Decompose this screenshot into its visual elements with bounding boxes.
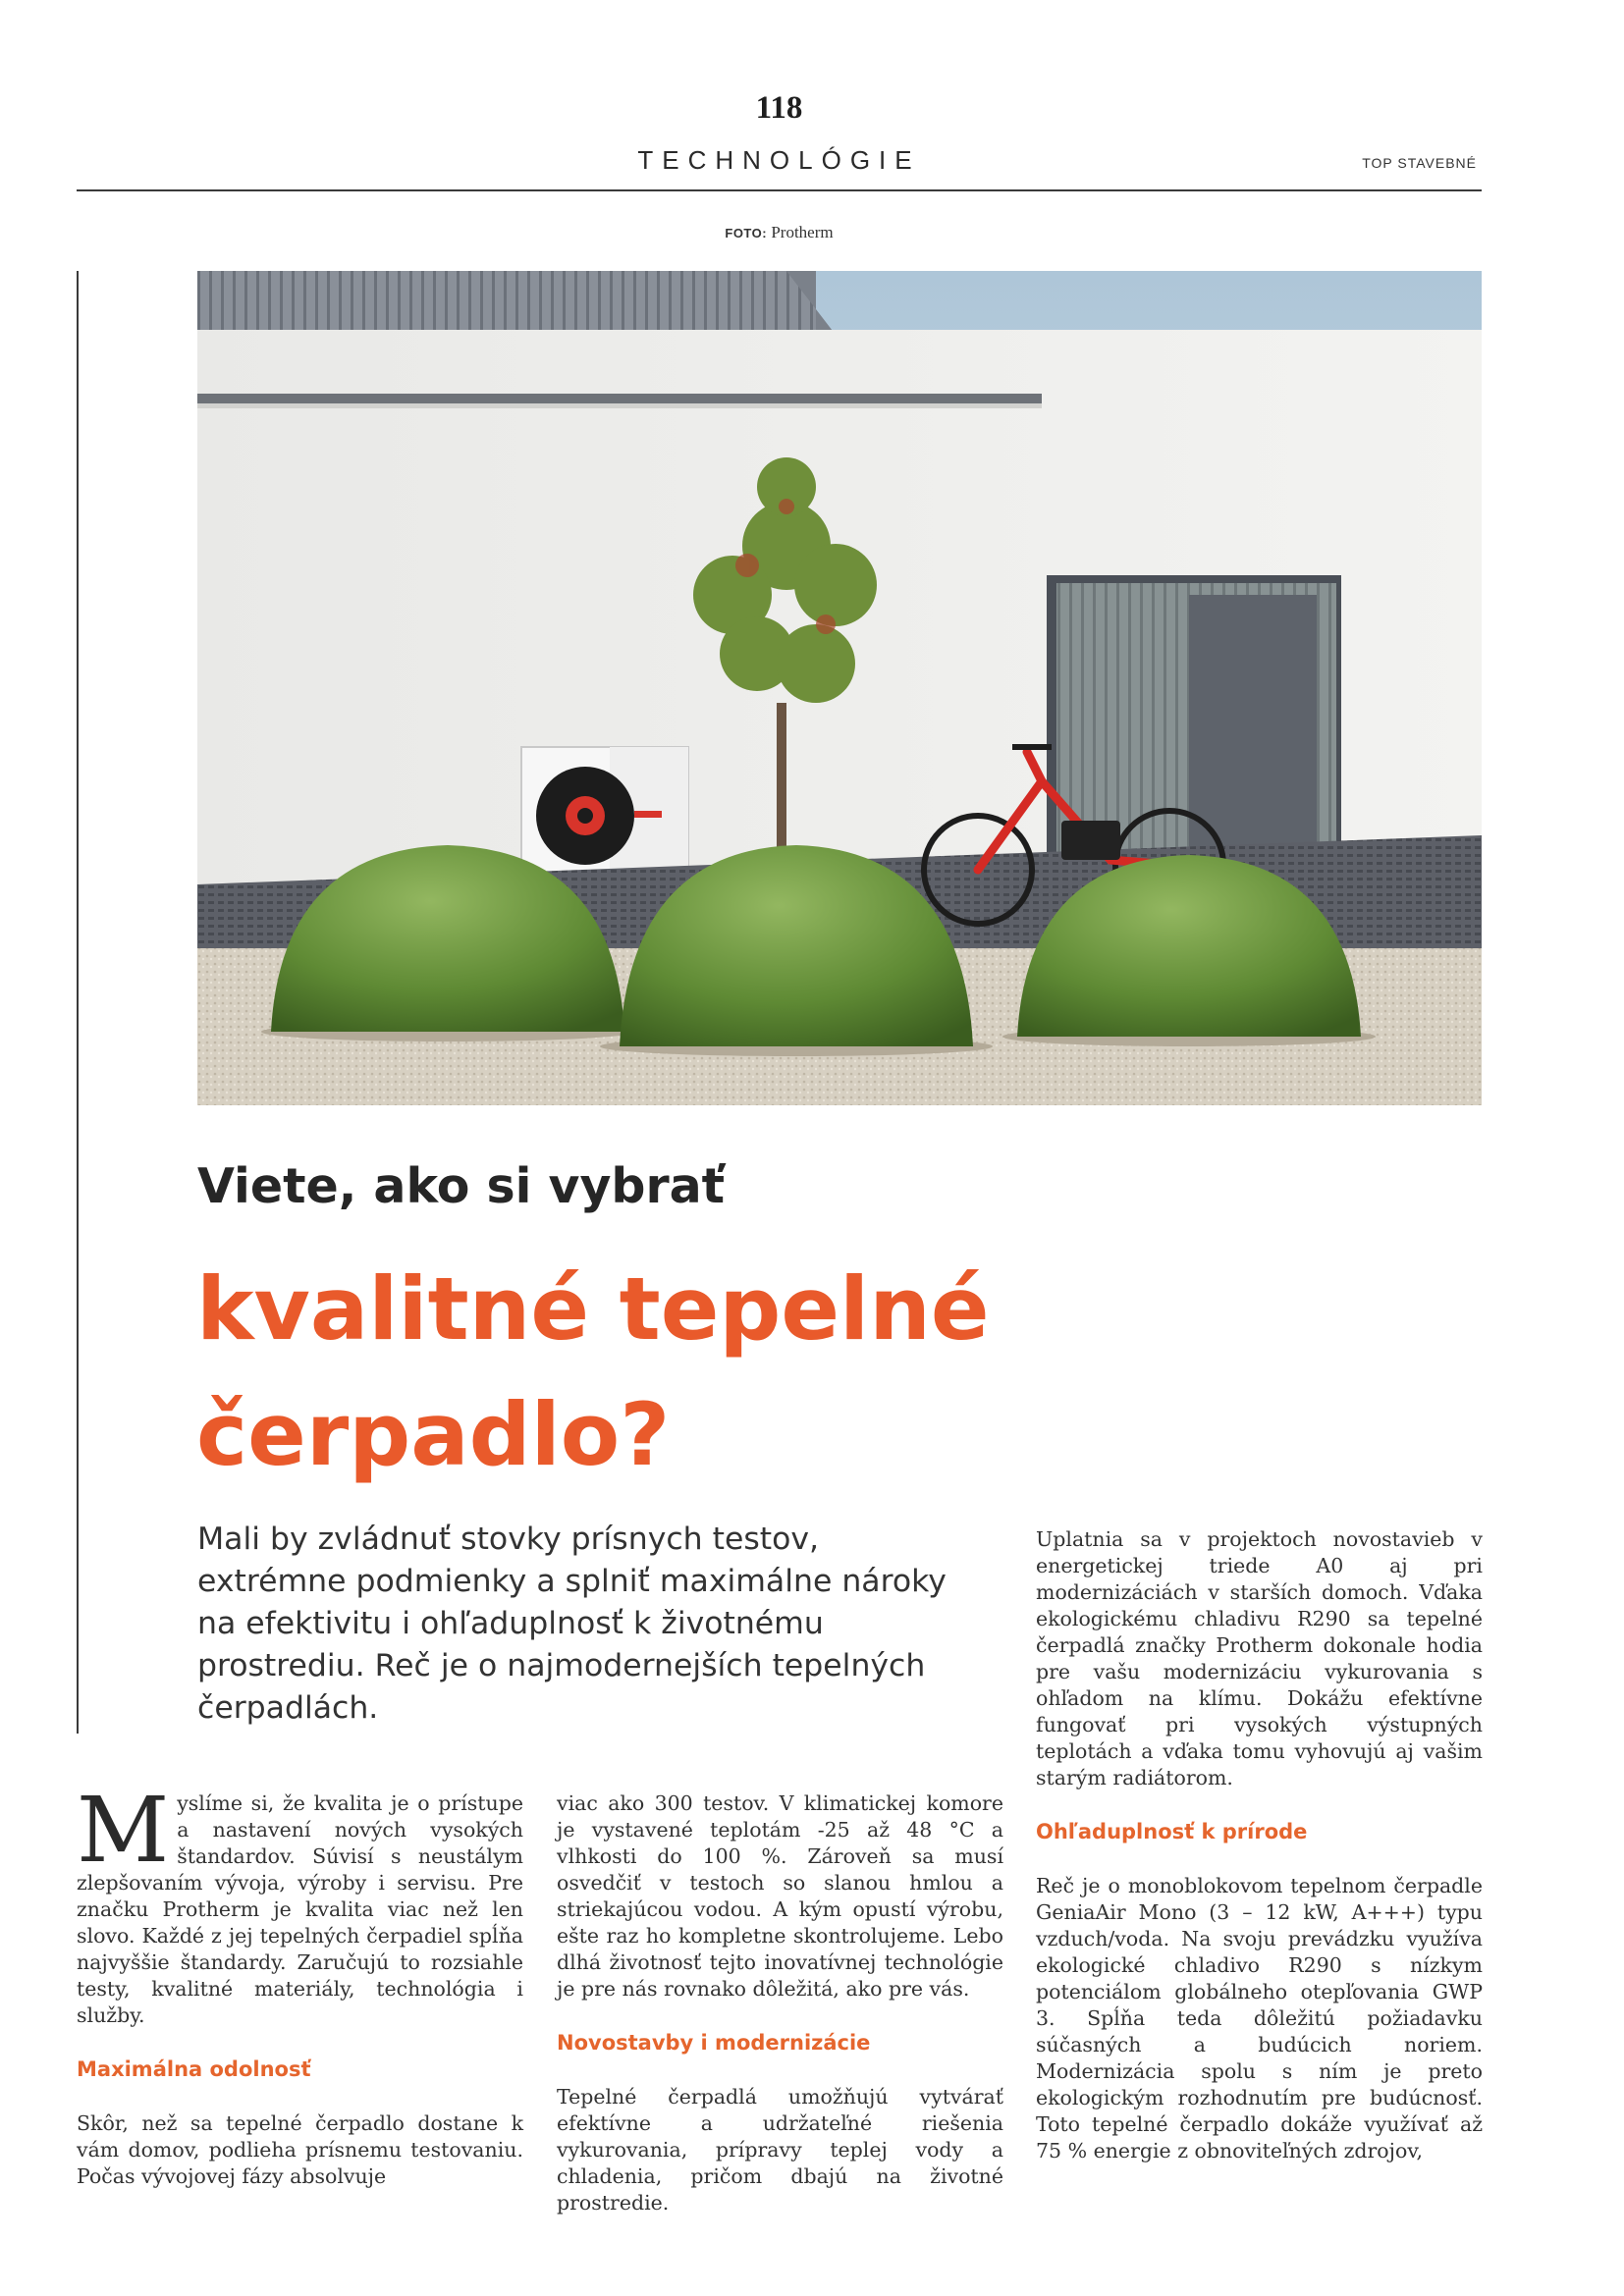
intro-paragraph-text: yslíme si, že kvalita je o prístupe a nastavení nových vysokých štandardov. Súvisí s neustálym zlepšovaním vývoja, výroby i servisu. Pre značku Protherm je kvalita viac než len slovo. Každé z jej tepelných čerpadiel spĺňa najvyššie štandardy. Zaručujú to rozsiahle testy, kvalitné materiály, technológia i služby. <box>77 1791 523 2027</box>
paragraph: Reč je o monoblokovom tepelnom čerpadle GeniaAir Mono (3 – 12 kW, A+++) typu vzduch/voda. Na svoju prevádzku využíva ekologické chladivo R290 s nízkym potenciálom globálneho otepľovania GWP 3. Spĺňa teda dôležitú požiadavku súčasných a budúcich noriem. Modernizácia spolu s ním je preto ekologickým rozhodnutím pre budúcnosť. Toto tepelné čerpadlo dokáže využívať až 75 % energie z obnoviteľných zdrojov, <box>1036 1874 1483 2163</box>
photo-credit <box>0 223 1558 242</box>
subheading-ohladuplnost: Ohľaduplnosť k prírode <box>1036 1820 1308 1843</box>
paragraph: viac ako 300 testov. V klimatickej komore je vystavené teplotám -25 až 48 °C a vlhkosti do 100 %. Zároveň sa musí osvedčiť v testoch so slanou hmlou a striekajúcou vodou. A kým opustí výrobu, ešte raz ho kompletne skontrolujeme. Lebo dlhá životnosť tejto inovatívnej technológie je pre nás rovnako dôležitá, ako pre vás. <box>557 1791 1003 2001</box>
article-kicker: Viete, ako si vybrať <box>197 1158 726 1214</box>
header-divider <box>77 189 1482 191</box>
section-title: TECHNOLÓGIE <box>637 145 921 175</box>
photo-credit-label: FOTO: <box>725 226 768 240</box>
magazine-brand: TOP STAVEBNÉ <box>1362 155 1477 171</box>
paragraph: Tepelné čerpadlá umožňujú vytvárať efektívne a udržateľné riešenia vykurovania, prípravy teplej vody a chladenia, pričom dbajú na životné prostredie. <box>557 2085 1003 2215</box>
article-headline: kvalitné tepelné čerpadlo? <box>196 1258 990 1485</box>
subheading-novostavby: Novostavby i modernizácie <box>557 2031 871 2055</box>
text-column-2 <box>557 1790 1003 2216</box>
subheading-max-odolnost: Maximálna odolnosť <box>77 2057 311 2081</box>
photo-credit-name: Protherm <box>771 223 834 241</box>
page-number: 118 <box>755 90 803 126</box>
text-column-3 <box>1036 1526 1483 2164</box>
paragraph: Uplatnia sa v projektoch novostavieb v energetickej triede A0 aj pri modernizáciách v starších domoch. Vďaka ekologickému chladivu R290 sa tepelné čerpadlá značky Protherm dokonale hodia pre vašu modernizáciu vykurovania s ohľadom na klímu. Dokážu efektívne fungovať pri vysokých výstupných teplotách a vďaka tomu vyhovujú aj vašim starým radiátorom. <box>1036 1527 1483 1789</box>
side-divider <box>77 271 79 1734</box>
article-photo <box>197 271 1482 1105</box>
paragraph: Skôr, než sa tepelné čerpadlo dostane k vám domov, podlieha prísnemu testovaniu. Počas vývojovej fázy absolvuje <box>77 2111 523 2188</box>
text-column-1 <box>77 1778 523 2190</box>
intro-paragraph <box>77 1778 523 2029</box>
article-lead: Mali by zvládnuť stovky prísnych testov, extrémne podmienky a splniť maximálne nároky na efektivitu i ohľaduplnosť k životnému prostrediu. Reč je o najmodernejších tepelných čerpadlách. <box>197 1522 947 1726</box>
drop-cap: M <box>77 1778 170 1883</box>
